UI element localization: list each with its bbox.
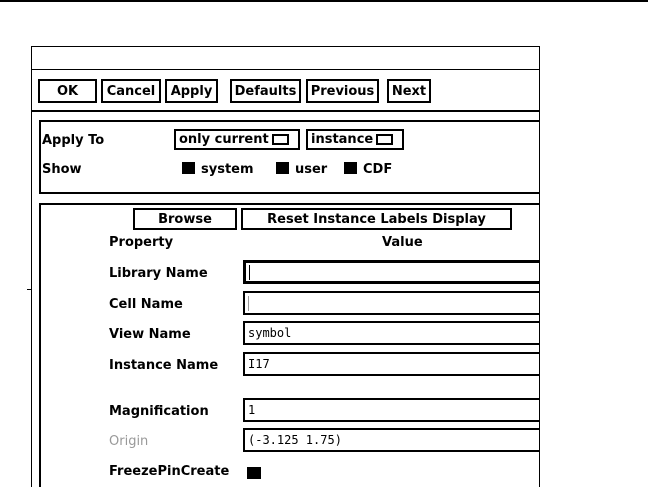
cell-name-field[interactable] (243, 291, 540, 315)
apply-scope-value: only current (179, 132, 269, 147)
edit-properties-dialog (31, 46, 540, 487)
cell-name-label: Cell Name (109, 297, 183, 312)
cyclic-indicator-icon (272, 134, 289, 145)
show-label: Show (42, 162, 82, 177)
text-cursor-icon (248, 296, 249, 311)
view-name-field[interactable] (243, 321, 540, 345)
button-row (32, 70, 539, 112)
view-name-label: View Name (109, 327, 191, 342)
magnification-label: Magnification (109, 404, 209, 419)
instance-name-label: Instance Name (109, 358, 219, 373)
defaults-button[interactable]: Defaults (230, 79, 301, 103)
show-cdf-label: CDF (363, 162, 393, 177)
value-column-header: Value (382, 235, 423, 250)
top-border (0, 0, 648, 2)
checkbox-checked-icon (344, 162, 357, 174)
browse-button[interactable]: Browse (133, 208, 237, 230)
show-system-toggle[interactable] (182, 162, 254, 177)
freeze-pin-create-label: FreezePinCreate (109, 464, 230, 479)
cyclic-indicator-icon (376, 134, 393, 145)
magnification-field[interactable] (243, 398, 540, 422)
checkbox-checked-icon (182, 162, 195, 174)
next-button[interactable]: Next (387, 79, 431, 103)
ok-button[interactable]: OK (38, 79, 97, 103)
library-name-label: Library Name (109, 266, 208, 281)
apply-to-label: Apply To (42, 133, 105, 148)
origin-label: Origin (109, 434, 149, 449)
show-system-label: system (201, 162, 254, 177)
apply-scope-cyclic[interactable] (174, 129, 300, 150)
library-name-field[interactable] (243, 260, 540, 284)
freeze-pin-create-checkbox[interactable] (247, 467, 261, 479)
show-user-toggle[interactable] (276, 162, 327, 177)
dialog-title-bar (32, 47, 539, 70)
previous-button[interactable]: Previous (306, 79, 379, 103)
instance-name-value: I17 (248, 357, 270, 371)
origin-value: (-3.125 1.75) (248, 433, 342, 447)
apply-show-panel (39, 120, 539, 194)
instance-name-field[interactable] (243, 352, 540, 376)
reset-labels-button[interactable]: Reset Instance Labels Display (241, 208, 512, 230)
property-column-header: Property (109, 235, 174, 250)
show-user-label: user (295, 162, 328, 177)
apply-button[interactable]: Apply (165, 79, 218, 103)
apply-target-cyclic[interactable] (306, 129, 404, 150)
properties-panel (39, 203, 539, 487)
checkbox-checked-icon (276, 162, 289, 174)
apply-target-value: instance (311, 132, 374, 147)
show-cdf-toggle[interactable] (344, 162, 392, 177)
text-cursor-icon (249, 265, 250, 280)
cancel-button[interactable]: Cancel (101, 79, 161, 103)
origin-field (243, 428, 540, 452)
view-name-value: symbol (248, 326, 292, 340)
magnification-value: 1 (248, 403, 256, 417)
